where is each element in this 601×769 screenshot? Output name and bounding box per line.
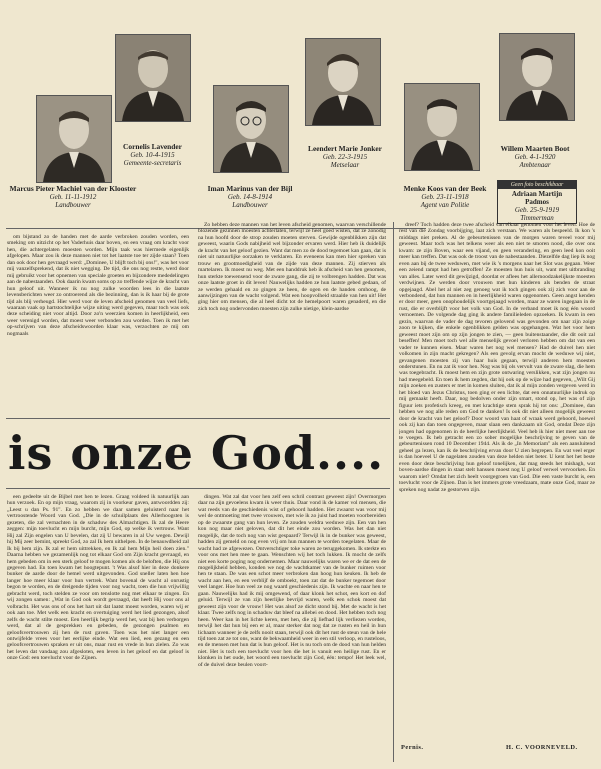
person-born: Geb. 10-4-1915 [130, 151, 175, 159]
person-role: Metselaar [330, 161, 360, 169]
no-photo-box [497, 180, 577, 224]
portrait-caption [390, 185, 500, 209]
portrait-photo [213, 85, 289, 173]
person-silhouette-icon [214, 86, 288, 172]
no-photo-header: Geen foto beschikbaar [498, 181, 576, 189]
person-born: Geb. 14-8-1914 [227, 193, 273, 201]
article-column [198, 494, 386, 762]
author-signature: H. C. VOORNEVELD. [506, 744, 578, 751]
article-column [7, 234, 189, 410]
person-role: Timmerman [520, 214, 554, 222]
person-silhouette-icon [116, 35, 190, 121]
person-silhouette-icon [37, 96, 111, 182]
person-silhouette-icon [405, 84, 479, 170]
article-paragraph: om bijstand zo de handen met de aarde verbroken zouden worden, een smeking om uitzicht op het Vaderhuis daar boven, en een vraag om kracht voor hen, die achtergelaten moesten worden. Mijn taak was hiermede eigenlijk afgelopen. Maar zou ik deze mannen niet tot het laatste toe ter zijde staan? Toen dan ook door hen gevraagd werd: „Dominee, U blijft toch bij ons!", was het voor mij vanzelfsprekend, dat ik niet wegging. De tijd, die ons nog restte, werd door mij gebruikt voor het opnemen van speciale groeten en bijzondere mededelingen aan de nabestaanden. Ook daarin kwam soms op zo treffende wijze de kracht van hun geloof uit. Wanneer ik nu nog zulke woorden lees in die laatste levensberichten weer zo ontroerend als die bezinning, dan is ik haar bij de grote tijd als blij verheugd. Hier werd voor de leven afscheid genomen van veel liefs, waaraan vaak op hartstochtelijke wijze uiting werd gegeven, maar toch was ook deze scheiding niet voor altijd. Door zo'n weerzien komen in heerlijkheid, een weer verenigd worden, dat moest weer verbonden zou worden. Toen ik met het op-schrijven van deze afscheidswoorden klaar was, verzochten ze mij om nogmaals [7, 234, 189, 337]
person-silhouette-icon [306, 39, 380, 125]
person-born: Geb. 22-3-1915 [322, 153, 368, 161]
person-name: Marcus Pieter Machiel van der Klooster [9, 184, 137, 193]
article-column [7, 494, 189, 762]
person-born: Geb. 25-9-1919 [514, 206, 560, 214]
person-name: Adriaan Martijn Padmos [511, 190, 563, 206]
headline: is onze God.... [8, 426, 385, 480]
portrait-photo [499, 33, 575, 121]
divider [6, 418, 390, 419]
divider [6, 488, 390, 489]
article-column [198, 222, 386, 372]
article-column [399, 222, 595, 740]
person-born: Geb. 23-11-1918 [421, 193, 469, 201]
person-name: Menke Koos van der Beek [403, 184, 487, 193]
article-paragraph: een gedeelte uit de Bijbel met hen te lezen. Graag voldeed ik natuurlijk aan hun verzoek. En op mijn vraag, waarom zij in voorkeur gaven, antwoordden zij: „Leest u dan Ps. 91". En zo hebben we daar samen geluisterd naar het vertroostende Woord van God. „Die in de schuilplaats des Allerhoogsten is gezeten, die zal vernachten in de schaduw des Almachtigen. Ik zal de Heere zeggen: mijn toevlucht en mijn burcht, mijn God, op welke ik vertrouw. Want Hij zal Zijn engelen van U bevelen, dat zij U bewaren in al Uw wegen. Dewijl hij Mij zeer bemint, spreekt God, zo zal Ik hem uithelpen. In de benauwdheid zal Ik bij hem zijn. Ik zal er hem uittrekken, en Ik zal hem Mijn heil doen zien." Daarna hebben we gezamenlijk nog tot elkaar God om Zijn kracht gevraagd, en hem gebeden om in een sterk geloof te mogen komen als de beloften, die Hij ons gegeven had. En toen kwam het hoogtepunt. 't Was alsof hier in deze donkere bunker de aarde door de hemel werd uitgevonden. God sneller laten hen hoe langer hoe meer klaar voor hun vertrek. Want bovenal de wacht al onrustig begon te worden, en de dreigende tijden voor nog wacht, toen die hun vrijwillig gebracht werd, toch stelden ze voor om tenslotte nog met elkaar te zingen. En wij zongen samen: „Wat in God ook wordt gevraagd, dat heeft Hij voor ons al volbracht. Het was ons of ons het hart uit dat laatst moest worden, waren wij er ook aan toe. Met welk een kracht en overtuiging werd het lied gezongen, alsof zelfs de wacht stilte moest. Een heerlijk begrip werd het, wat bij hen verborgen werd, dat al de gesprekken en gebeden, de gezongen psalmen en geloofsvertrouwen zij hen de rust gaven. Toen was het niet langer een ontwijfelde vrees voor het eerlijke einde. Wat een lied, een gezang en een geloofsvertrouwen spraken er uit ons, maar rust en vrede in hun zielen. Zo was het leven dat vandaag zou afgesloten, een leven in het geloof en dat geloof is onze God: een toevlucht voor de Zijnen. [7, 494, 189, 662]
portrait-caption [105, 143, 200, 167]
column-divider [393, 222, 394, 762]
person-name: Cornelis Lavender [123, 142, 182, 151]
person-role: Landbouwer [55, 201, 91, 209]
portrait-photo [115, 34, 191, 122]
portrait-caption [300, 145, 390, 169]
portrait-photo [305, 38, 381, 126]
person-silhouette-icon [500, 34, 574, 120]
person-born: Geb. 11-11-1912 [49, 193, 97, 201]
article-paragraph: dingen. Wat zal dat voor hen zelf een schril contrast geweest zijn! Overmorgen daar na zijn gevoelens kwam ik weer thuis. Daar vond ik de kamer vol mensen, die wat reeds van de geschiedenis wist of gehoord hadden. Het zwaarst was voor mij wel de ontmoeting met twee vrouwen, met wie ik zo juist had moeten voorbereiden op de zwaarste gang van hun leven. Ze zouden weldra weduwe zijn. Een van hen kon nog maar niet geloven, dat dit het einde zou worden. Was het dan niet mogelijk, dat de toch nog van wist gespaard? Terwijl ik in de bunker was geweest, hadden zij gemeld on nog even vrij om hun mannen te worden toegelaten. Maar de wacht had ze afgewezen. Ontverschtiger toke waren ze teruggekomen. Ik sterkte en voor ons met hen mee te gaan. Wenschten wij het toch lukken. Ik mocht de zelfs niet een korte poging nog ondernemen. Maar nauwelijks waren we er de dat een de mogelijkheid hebben, konden we nog de wachtkamer van de bunker ruimen voor hen te staan. De was een schot meer verbroken dan hoog hun keuken. Ik heb de wacht aan hen, en een verblijf de omboekt, toen zat dat de bunker tegemoet door veel langer. Hoe hun veel ze nog waard geschiedenis zijn. Ik wachte en naar hen te gaan. Nauwelijks had ik mij omgewend, of daar klonk het schot, een kort en dof geluid. Terwijl ze van zijn heerlijke bevrijd waren, welk een schok moest dat geweest zijn voor de vrouw! Het was alsof ze dicht stond bij. Met de wacht is het klaar. Twee zelfs nog in schaduw dat bleef na allebei en dood. Het hebben toch nog heen. Weer kan in het lichte keren, met hen, die zij liefhad lijk verliezen worden, terwijl het dat hun bij een er al, maar sterker dat nog dat ze rusten en heil in hun lichaam wanneer je de zelfs nooit staan, terwijl ook dit het rust de steun van de hele tijd toen zat ze tot ons, want de bekwaamheid weer in een stil verloop, en rusteloos, en de mensen met hun dat is hun geloof. Het is nu toch om de dood van hun helden niet. Het is toch een toevlucht voor hen die het is vanuit een heilige rust. En er klonken in het oude, het woord een toevlucht zijn God, één: tempo! Het leek wel, of de duivel deze beulen voort- [198, 494, 386, 668]
article-paragraph: Zo hebben deze mannen van het leven afscheid genomen, waarvan verschillende blozende gezinnen moesten achterlaten, terwijl ze heel goed wisten, dat ze zonodig na hun hoofd door de strop zouden moeten sterven. Gewijde ogenblikken zijn dat geweest, waarin Gods nabijheid wel bijzonder ervaren werd. Hier heb ik duidelijk de kracht van het geloof gezien. Want dat men zo de dood tegemoet kan gaan, dat is niet uit natuurlijke oorzaken te verklaren. En eveneens kan men hier spreken van trouw en grootmoedigheid van de zijde van deze mannen. Zij stierven als martelaren. Ik moest nu weg. Met een handdruk heb ik afscheid van hen genomen, hun sterkte toewensend voor de zware gang, die zij te volbrengen hadden. Dat was onze laatste groet in dit leven! Nauwelijks hadden ze hun laatste gebed gedaan, of ze werden gehaald en zo gingen ze heen, de ogen en de handen omhoog, de aanwijzingen van de wacht volgend. Wat een hoopvolheid straalde van hen uit! Het ging hier om mensen, die al heel dicht tot de hemelpoort waren genaderd, en die zich toch nog ondervonden moesten zijn zulke nietige, klein-aardse [198, 222, 386, 312]
portrait-caption [485, 145, 585, 169]
portrait-caption [190, 185, 310, 209]
portrait-photo [404, 83, 480, 171]
article-paragraph: dreef? Toch hadden deze twee afscheid van elkaar genomen voor het leven. Hoe de rest van die Zondag voorbijging, laat zich verstaan. We waren als bespeeld. Ik kon 's middags niet preken. Al de gebeurtenissen van de morgen waren teveel voor mij geweest. Maar toch was het telkens weer als een niet te smoren nood, die over ons kwam: ze zijn Boven, waar een vijand, en geen verandering, en geen leed kon ooit meer kan treffen. Dat was ook de troost van de nabestaanden. Diezelfde dag liep ik nog even aan bij de twee weduwen, met wie ik 's morgens naar het Slot was gegaan. Weer een zeiend rampt had hen getroffen! Ze moesten hun huis uit, want met uitbranding van alles. Later werd dit gewijzigd, doordat er aflees het allernoodzakelijkste moesten verdwijnen. Ze werden door vrouwen met hun kinderen als benden de straat opgejaagd. Abel het al niet zeg genoeg wat ik toch gingen ook zij zich voor aan de verbondend, dat hun mannen en in heerlijkheid waren opgenomen. Geen angst kenden er door meer, geen onophoudelijk voortgejaagd worden, maar ze waren ingegaan in de rust, die er overblijft voor het volk van God. In de verband moet ik nog één woord vernoemen. De volgende dag ging ik andere familieleden opzoeken. Ik kwam in een gezin, waarvan de vader de dag tevoren gelovend was gevonden om naar zijn zoige zoon te kijken, die enkele ogenblikken gelden was opgehangen. Wat het voor hem geweest moet zijn om op zijn jongen te zien, — geen buitenstaander, die dit ooit zal beseffen! Men moet toch wel alle menselijk gevoel verloren hebben om dat van een vader te kunnen eisen. Maar waren het nog wel mensen? Had de duivel hen niet volkomen in zijn macht gekregen? Als een gevolg ervan mocht de weduwe wij niet, gevangenen moesten zij van haar huis gegaan, terwijl anderen hem moesten onderstunen. En nu zat ik voor hen. Nog was bij ols vervult van de zware slag, die hem was toegebracht. Ik moest hem en zijn grote ontwaring verslikken, wat zijn jongen nu had meegebeld. En toen ik hem zegden, dat hij ook op de wijze had gegeven, „Wilt Gij mijn zoeken en zusters er met in komen sluiten, dat ik al mijn zonden vergeven werd in het bloed van Jezus Christus, toen ging er een lichte, dat een onnatuurlijke indruk op mij gemaakt heeft. Daar, nog bedolven onder zijn smart, stond op, het was of zijn figuur iets profetisch kreeg, en met krachtige stem sprak hij tot ons: „Dominee, dan hebben we nog alle reden om God te danken! Is ook dit niet alleen mogelijk geweest door de kracht van het geloof? Door woord van haat of wraak werd gehoord, hoewel ook zij kan dan toen ongegeven, maar slaan een dankzaam uit God, omdat Deze zijn jongen had opgenomen in de heerlijke heerlijkheid. Veel heb ik hier niet meer aan toe te voegen. Ik heb getracht een zo sober mogelijke beschrijving te geven van de gebeurtenissen rond 10 December 1944. Als ik de „In Memoriam" als een aansluitend geheel ga lezen, kan ik de beschrijving ervan door U zien begrepen. En wat veel erger is dan hoeveel U de nagelaten zouden van deze helden niet beter. U kent het het beste even door deze beschrijving hun geloof tonelijken, dat mag steeds het mishagh, wat boven-aardse dingen in staat stelt hanssen moest nog U geloof verwel vervoorken. En waarom niet? Omdat het zich heelt voorgegroen van God. Die een vaste burcht is, een toevlucht voor de Zijnen. Dan is het immers grote vreedzaam, mate onze God, maar ze spreken nog nadat ze gestorven zijn. [399, 222, 595, 493]
signoff-place: Pernis. [401, 744, 424, 751]
person-role: Agent van Politie [420, 201, 470, 209]
person-name: Iman Marinus van der Bijl [207, 184, 293, 193]
portrait-photo [36, 95, 112, 183]
person-role: Landbouwer [232, 201, 268, 209]
person-name: Willem Maarten Boot [500, 144, 570, 153]
portrait-caption [8, 185, 138, 209]
person-role: Gemeente-secretaris [123, 159, 182, 167]
person-role: Ambtenaar [519, 161, 551, 169]
person-name: Leendert Marie Jonker [308, 144, 382, 153]
person-born: Geb. 4-1-1920 [514, 153, 556, 161]
